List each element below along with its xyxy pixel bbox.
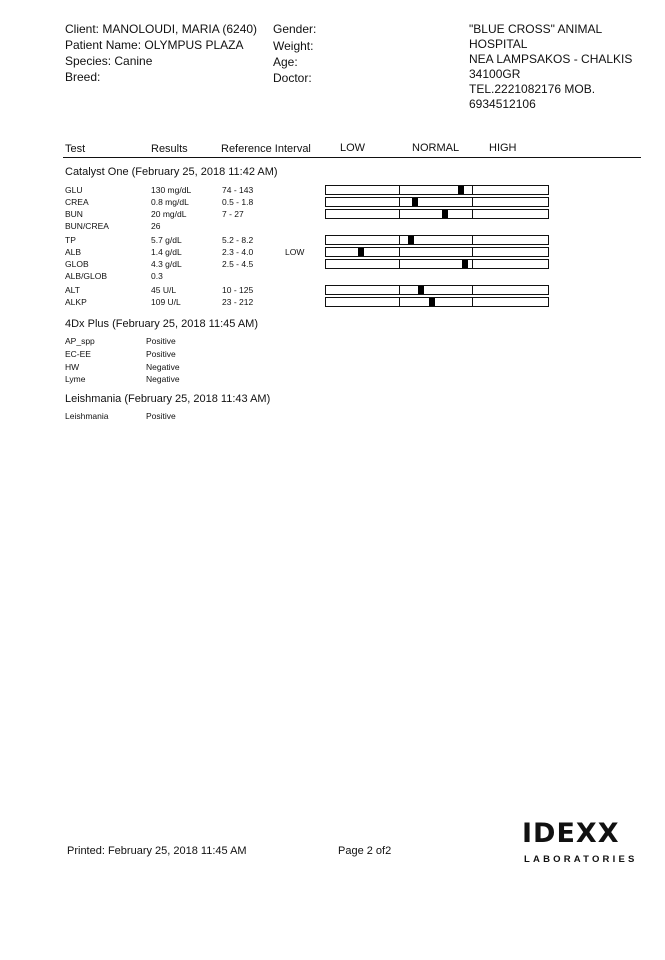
leish-section-title: Leishmania (February 25, 2018 11:43 AM) (65, 393, 271, 405)
reference-interval: 2.5 - 4.5 (222, 259, 254, 269)
test-name: BUN/CREA (65, 221, 109, 231)
result-marker (412, 198, 418, 206)
result-marker (418, 286, 424, 294)
test-result: 1.4 g/dL (151, 247, 182, 257)
test-name: HW (65, 362, 80, 372)
test-result: Negative (146, 362, 180, 372)
range-bar (325, 209, 549, 219)
range-bar (325, 259, 549, 269)
clinic-line: HOSPITAL (469, 37, 528, 51)
result-marker (358, 248, 364, 256)
clinic-line: 34100GR (469, 67, 521, 81)
test-name: EC-EE (65, 349, 91, 359)
reference-interval: 5.2 - 8.2 (222, 235, 254, 245)
reference-interval: 0.5 - 1.8 (222, 197, 254, 207)
range-divider (472, 247, 473, 257)
test-name: Lyme (65, 374, 86, 384)
client-line: Client: MANOLOUDI, MARIA (6240) (65, 22, 258, 36)
result-marker (462, 260, 468, 268)
range-divider (472, 259, 473, 269)
test-name: ALT (65, 285, 80, 295)
test-name: AP_spp (65, 336, 95, 346)
reference-interval: 23 - 212 (222, 297, 254, 307)
test-result: 26 (151, 221, 161, 231)
result-marker (429, 298, 435, 306)
test-result: 0.8 mg/dL (151, 197, 189, 207)
col-test: Test (65, 143, 86, 155)
idexx-logo (522, 818, 620, 849)
test-result: 20 mg/dL (151, 209, 187, 219)
test-result: Positive (146, 336, 176, 346)
test-result: Positive (146, 411, 176, 421)
clinic-line: "BLUE CROSS" ANIMAL (469, 22, 603, 36)
col-high: HIGH (489, 142, 517, 154)
header-rule (63, 157, 641, 158)
clinic-line: 6934512106 (469, 97, 536, 111)
species-line: Species: Canine (65, 54, 153, 68)
range-divider (472, 209, 473, 219)
range-divider (472, 185, 473, 195)
range-divider (399, 247, 400, 257)
result-marker (408, 236, 414, 244)
col-normal: NORMAL (412, 142, 460, 154)
gender-label: Gender: (273, 22, 317, 36)
clinic-line: NEA LAMPSAKOS - CHALKIS (469, 52, 633, 66)
test-result: 4.3 g/dL (151, 259, 182, 269)
test-result: 109 U/L (151, 297, 181, 307)
range-divider (472, 197, 473, 207)
col-reference: Reference Interval (221, 143, 311, 155)
range-bar (325, 297, 549, 307)
result-marker (458, 186, 464, 194)
col-low: LOW (340, 142, 366, 154)
range-divider (472, 297, 473, 307)
patient-line: Patient Name: OLYMPUS PLAZA (65, 38, 244, 52)
test-name: CREA (65, 197, 89, 207)
test-result: 0.3 (151, 271, 163, 281)
test-result: Negative (146, 374, 180, 384)
range-bar (325, 285, 549, 295)
test-name: BUN (65, 209, 83, 219)
page-number: Page 2 of2 (338, 845, 392, 857)
result-marker (442, 210, 448, 218)
range-bar (325, 247, 549, 257)
reference-interval: 2.3 - 4.0 (222, 247, 254, 257)
reference-interval: 7 - 27 (222, 209, 244, 219)
col-results: Results (151, 143, 188, 155)
range-divider (399, 259, 400, 269)
weight-label: Weight: (273, 39, 314, 53)
breed-line: Breed: (65, 70, 101, 84)
age-label: Age: (273, 55, 298, 69)
test-name: Leishmania (65, 411, 109, 421)
test-result: Positive (146, 349, 176, 359)
reference-interval: 10 - 125 (222, 285, 254, 295)
clinic-line: TEL.2221082176 MOB. (469, 82, 596, 96)
4dx-section-title: 4Dx Plus (February 25, 2018 11:45 AM) (65, 318, 259, 330)
catalyst-section-title: Catalyst One (February 25, 2018 11:42 AM) (65, 166, 278, 178)
range-bar (325, 197, 549, 207)
test-result: 5.7 g/dL (151, 235, 182, 245)
reference-interval: 74 - 143 (222, 185, 254, 195)
range-bar (325, 235, 549, 245)
idexx-logo-subtext: LABORATORIES (524, 854, 638, 865)
range-bar (325, 185, 549, 195)
range-divider (399, 209, 400, 219)
printed-timestamp: Printed: February 25, 2018 11:45 AM (67, 845, 247, 857)
test-result: 45 U/L (151, 285, 177, 295)
test-name: ALB (65, 247, 82, 257)
low-flag: LOW (285, 247, 305, 257)
range-divider (472, 235, 473, 245)
doctor-label: Doctor: (273, 71, 312, 85)
range-divider (399, 297, 400, 307)
test-name: ALKP (65, 297, 87, 307)
test-name: GLOB (65, 259, 89, 269)
range-divider (399, 235, 400, 245)
range-divider (399, 285, 400, 295)
test-name: ALB/GLOB (65, 271, 108, 281)
range-divider (472, 285, 473, 295)
idexx-logo-text: IDEXX (522, 818, 620, 849)
range-divider (399, 197, 400, 207)
test-name: TP (65, 235, 76, 245)
range-divider (399, 185, 400, 195)
test-name: GLU (65, 185, 83, 195)
test-result: 130 mg/dL (151, 185, 192, 195)
